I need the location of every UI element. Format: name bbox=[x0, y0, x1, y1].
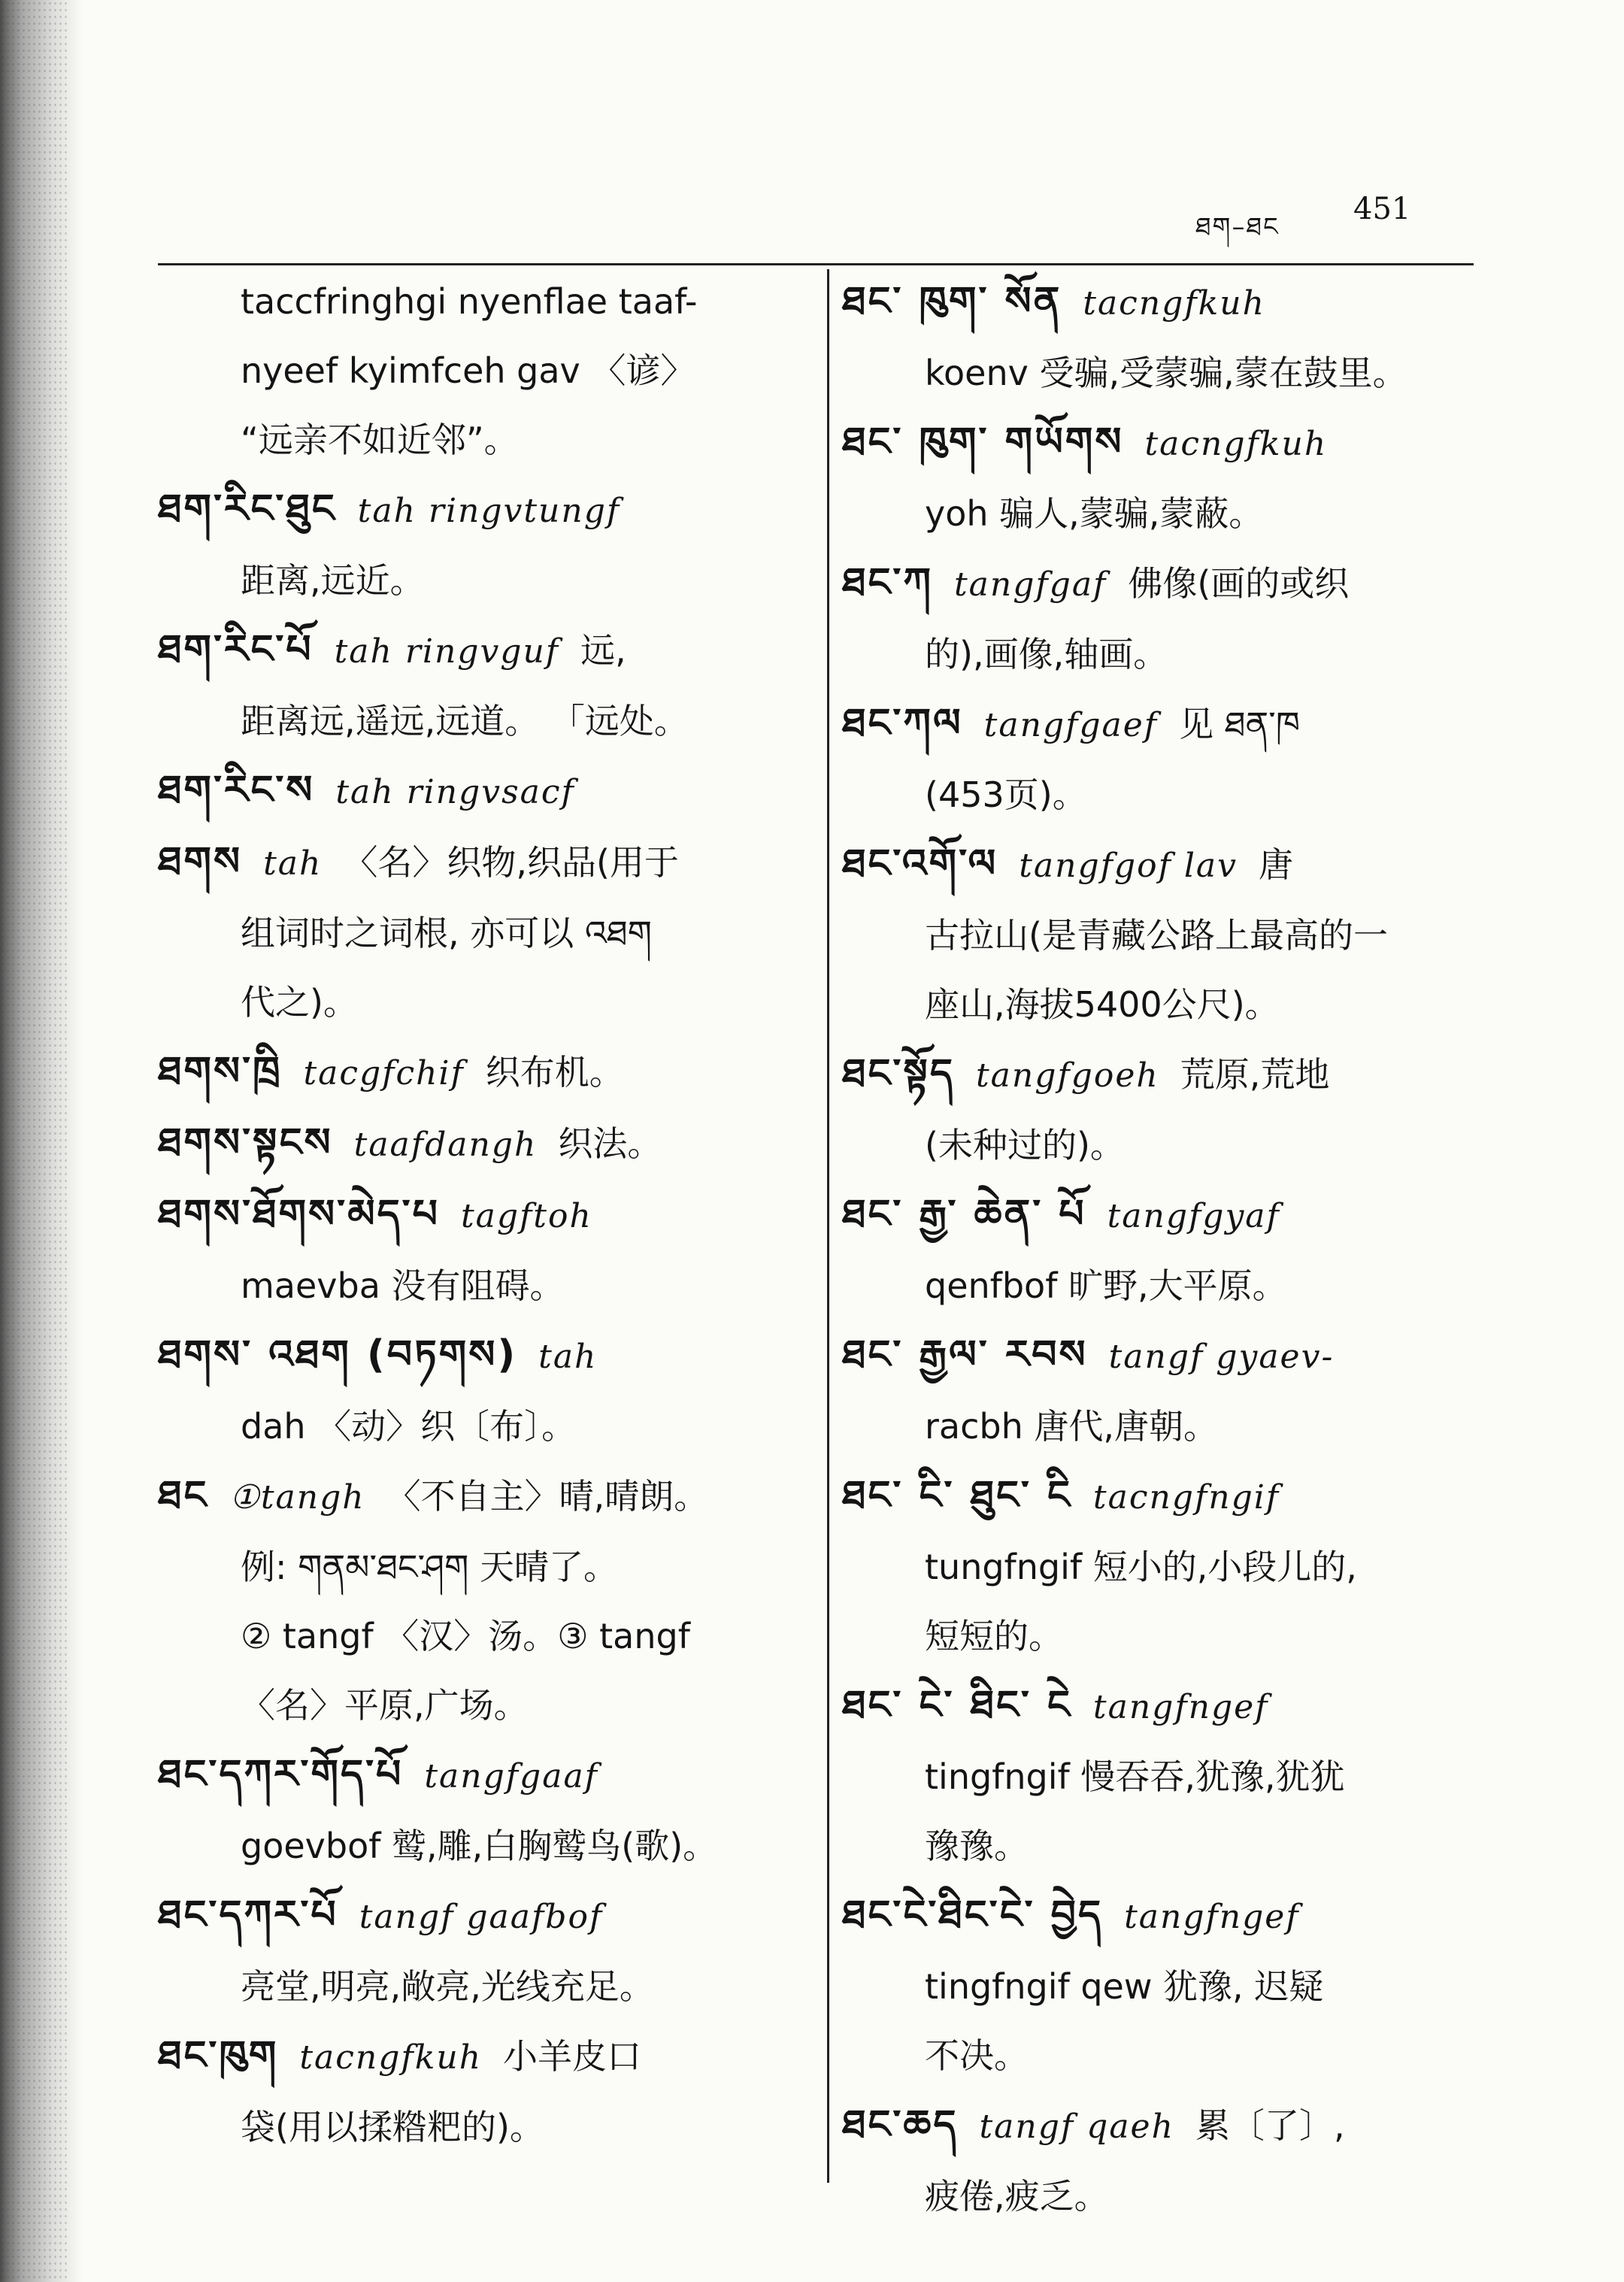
dictionary-entry bbox=[842, 408, 1496, 548]
scan-noise bbox=[0, 0, 68, 2282]
left-column bbox=[158, 267, 801, 2162]
tibetan-headword: ཐགས bbox=[158, 839, 243, 884]
tibetan-headword: ཐགས་ཁྲི bbox=[158, 1049, 283, 1094]
romanization: tangf gaafbof bbox=[359, 1898, 604, 1936]
headword-line bbox=[158, 1108, 801, 1180]
headword-line bbox=[842, 689, 1496, 760]
romanization: tah ringvsacf bbox=[335, 773, 575, 811]
dictionary-entry bbox=[842, 1461, 1496, 1671]
header-rule bbox=[158, 263, 1474, 265]
dictionary-entry bbox=[158, 1108, 801, 1180]
dictionary-entry bbox=[158, 756, 801, 827]
definition-line: 座山,海拔5400公尺)。 bbox=[925, 984, 1280, 1025]
definition-text: 远, bbox=[580, 630, 626, 671]
dictionary-entry bbox=[842, 829, 1496, 1039]
column-divider bbox=[827, 269, 829, 2183]
tibetan-headword: ཐང་ ངི་ ཐུང་ ངི bbox=[842, 1473, 1072, 1518]
dictionary-entry bbox=[158, 1461, 801, 1740]
dictionary-entry bbox=[842, 1180, 1496, 1320]
definition-text: 织布机。 bbox=[485, 1052, 624, 1093]
definition-text: 织法。 bbox=[558, 1123, 662, 1164]
dictionary-entry bbox=[842, 2090, 1496, 2231]
romanization: tangfgaef bbox=[983, 706, 1159, 744]
dictionary-entry bbox=[158, 1320, 801, 1461]
tibetan-headword: ཐང་དཀར་གོད་པོ bbox=[158, 1752, 404, 1797]
definition-line: 距离远,遥远,远道。 「远处。 bbox=[241, 701, 689, 741]
definition-line: 袋(用以揉糌粑的)。 bbox=[241, 2107, 544, 2147]
headword-line bbox=[842, 267, 1496, 338]
romanization: tacngfkuh bbox=[1144, 425, 1328, 463]
tibetan-headword: ཐང་ ཁུག་ སོན bbox=[842, 279, 1062, 324]
tibetan-headword: ཐང་ རྒྱ་ ཆེན་ པོ bbox=[842, 1192, 1086, 1237]
entry-continuation bbox=[158, 267, 801, 474]
tibetan-headword: ཐང་ཆད bbox=[842, 2102, 959, 2147]
tibetan-headword: ཐག་རིང་པོ bbox=[158, 627, 314, 672]
definition-line: (453页)。 bbox=[925, 774, 1087, 815]
romanization: tangfngef bbox=[1092, 1688, 1269, 1726]
romanization: tacngfkuh bbox=[1083, 284, 1265, 323]
dictionary-entry bbox=[158, 1037, 801, 1108]
dictionary-entry bbox=[158, 1180, 801, 1320]
tibetan-headword: ཐང་ངེ་ཐིང་ངེ་ བྱེད bbox=[842, 1893, 1104, 1938]
romanization: tangfgyaf bbox=[1107, 1197, 1280, 1235]
section-range: ཐག–ཐང bbox=[1195, 212, 1280, 242]
headword-line bbox=[842, 1671, 1496, 1742]
definition-line: 短短的。 bbox=[925, 1616, 1063, 1656]
definition-line: 疲倦,疲乏。 bbox=[925, 2176, 1109, 2217]
definition-line: maevba 没有阻碍。 bbox=[241, 1265, 565, 1306]
tibetan-headword: ཐགས་ འཐག (བཏགས) bbox=[158, 1332, 518, 1377]
romanization: tangfgaaf bbox=[424, 1757, 598, 1796]
definition-line: “远亲不如近邻”。 bbox=[241, 420, 519, 460]
definition-line: 例: གནམ་ཐང་ཤག 天晴了。 bbox=[241, 1547, 618, 1587]
romanization: tah ringvtungf bbox=[357, 492, 621, 530]
tibetan-headword: ཐང་དཀར་པོ bbox=[158, 1893, 338, 1938]
romanization: tah bbox=[538, 1338, 598, 1376]
tibetan-headword: ཐང་ ངེ་ ཐིང་ ངེ bbox=[842, 1683, 1072, 1728]
dictionary-entry bbox=[842, 548, 1496, 689]
definition-text: 累〔了〕, bbox=[1195, 2105, 1345, 2146]
dictionary-entry bbox=[842, 267, 1496, 408]
definition-text: 唐 bbox=[1259, 844, 1294, 885]
dictionary-entry bbox=[842, 1039, 1496, 1180]
headword-line bbox=[842, 2090, 1496, 2162]
headword-line bbox=[842, 1320, 1496, 1392]
headword-line bbox=[842, 548, 1496, 620]
headword-line bbox=[842, 1880, 1496, 1952]
definition-line: 不决。 bbox=[925, 2035, 1029, 2076]
definition-line: racbh 唐代,唐朝。 bbox=[925, 1406, 1218, 1447]
headword-line bbox=[158, 1461, 801, 1532]
dictionary-entry bbox=[158, 2021, 801, 2162]
definition-text: 见 ཐན་ཁ bbox=[1179, 704, 1301, 744]
definition-line: 豫豫。 bbox=[925, 1826, 1029, 1866]
headword-line bbox=[158, 1180, 801, 1251]
headword-line bbox=[842, 1180, 1496, 1251]
headword-line bbox=[158, 756, 801, 827]
headword-line bbox=[842, 408, 1496, 479]
tibetan-headword: ཐག་རིང་ཐུང bbox=[158, 486, 337, 532]
romanization: tangfngef bbox=[1124, 1898, 1300, 1936]
definition-line: 代之)。 bbox=[241, 982, 358, 1023]
romanization: tah bbox=[263, 844, 323, 883]
dictionary-entry bbox=[842, 1320, 1496, 1461]
definition-text: 佛像(画的或织 bbox=[1128, 563, 1350, 604]
romanization: tangfgoeh bbox=[975, 1056, 1159, 1095]
romanization: tangf qaeh bbox=[979, 2108, 1174, 2146]
dictionary-entry bbox=[842, 1671, 1496, 1880]
headword-line bbox=[158, 474, 801, 546]
page-header bbox=[1195, 192, 1421, 242]
definition-line: goevbof 鹫,雕,白胸鹫鸟(歌)。 bbox=[241, 1826, 718, 1866]
definition-line: taccfringhgi nyenflae taaf- bbox=[241, 281, 698, 322]
headword-line bbox=[158, 1320, 801, 1392]
romanization: tangfgaf bbox=[953, 565, 1107, 604]
romanization: ①tangh bbox=[229, 1478, 365, 1517]
definition-line: 古拉山(是青藏公路上最高的一 bbox=[925, 915, 1388, 956]
tibetan-headword: ཐགས་ཐོགས་མེད་པ bbox=[158, 1192, 440, 1237]
definition-text: 〈名〉织物,织品(用于 bbox=[343, 842, 679, 883]
definition-line: yoh 骗人,蒙骗,蒙蔽。 bbox=[925, 493, 1264, 534]
romanization: tangf gyaev- bbox=[1108, 1338, 1335, 1376]
headword-line bbox=[158, 827, 801, 899]
definition-text: 小羊皮口 bbox=[503, 2036, 642, 2077]
tibetan-headword: ཐང་ རྒྱལ་ རབས bbox=[842, 1332, 1088, 1377]
dictionary-entry bbox=[158, 1880, 801, 2021]
romanization: tangfgof lav bbox=[1019, 847, 1238, 885]
definition-text: 〈不自主〉晴,晴朗。 bbox=[386, 1476, 709, 1517]
dictionary-entry bbox=[842, 689, 1496, 829]
dictionary-entry bbox=[158, 827, 801, 1037]
tibetan-headword: ཐགས་སྟངས bbox=[158, 1120, 333, 1165]
headword-line bbox=[842, 1039, 1496, 1111]
definition-line: 距离,远近。 bbox=[241, 560, 425, 601]
tibetan-headword: ཐང་ཀ bbox=[842, 560, 933, 605]
romanization: tah ringvguf bbox=[334, 632, 560, 671]
headword-line bbox=[842, 829, 1496, 901]
definition-line: dah 〈动〉织〔布〕。 bbox=[241, 1406, 577, 1447]
romanization: taafdangh bbox=[353, 1126, 538, 1164]
definition-line: ② tangf 〈汉〉汤。③ tangf bbox=[241, 1616, 690, 1656]
definition-line: tingfngif 慢吞吞,犹豫,犹犹 bbox=[925, 1756, 1345, 1797]
tibetan-headword: ཐང་འགོ་ལ bbox=[842, 841, 998, 886]
definition-line: tungfngif 短小的,小段儿的, bbox=[925, 1547, 1357, 1587]
tibetan-headword: ཐང་ཁུག bbox=[158, 2033, 279, 2078]
tibetan-headword: ཐང་སྟོད bbox=[842, 1051, 955, 1096]
romanization: tacgfchif bbox=[303, 1054, 465, 1093]
romanization: tacngfkuh bbox=[299, 2038, 483, 2077]
dictionary-entry bbox=[842, 1880, 1496, 2090]
definition-line: tingfngif qew 犹豫, 迟疑 bbox=[925, 1966, 1324, 2007]
headword-line bbox=[842, 1461, 1496, 1532]
definition-line: 亮堂,明亮,敞亮,光线充足。 bbox=[241, 1966, 654, 2007]
headword-line bbox=[158, 615, 801, 686]
headword-line bbox=[158, 2021, 801, 2093]
headword-line bbox=[158, 1740, 801, 1811]
tibetan-headword: ཐག་རིང་ས bbox=[158, 768, 315, 813]
dictionary-entry bbox=[158, 1740, 801, 1880]
definition-line: qenfbof 旷野,大平原。 bbox=[925, 1265, 1287, 1306]
definition-line: (未种过的)。 bbox=[925, 1125, 1125, 1165]
dictionary-entry bbox=[158, 615, 801, 756]
definition-line: 的),画像,轴画。 bbox=[925, 634, 1168, 674]
headword-line bbox=[158, 1037, 801, 1108]
page-number: 451 bbox=[1353, 192, 1411, 226]
definition-line: koenv 受骗,受蒙骗,蒙在鼓里。 bbox=[925, 353, 1407, 393]
headword-line bbox=[158, 1880, 801, 1952]
definition-text: 荒原,荒地 bbox=[1180, 1054, 1330, 1095]
tibetan-headword: ཐང་ ཁུག་ གཡོགས bbox=[842, 420, 1124, 465]
romanization: tacngfngif bbox=[1092, 1478, 1280, 1517]
romanization: tagftoh bbox=[460, 1197, 592, 1235]
dictionary-entry bbox=[158, 474, 801, 615]
right-column bbox=[842, 267, 1496, 2231]
tibetan-headword: ཐང་ཀལ bbox=[842, 701, 963, 746]
definition-line: 〈名〉平原,广场。 bbox=[241, 1685, 529, 1726]
tibetan-headword: ཐང bbox=[158, 1473, 209, 1518]
definition-line: 组词时之词根, 亦可以 འཐག bbox=[241, 913, 653, 953]
definition-line: nyeef kyimfceh gav 〈谚〉 bbox=[241, 350, 695, 391]
